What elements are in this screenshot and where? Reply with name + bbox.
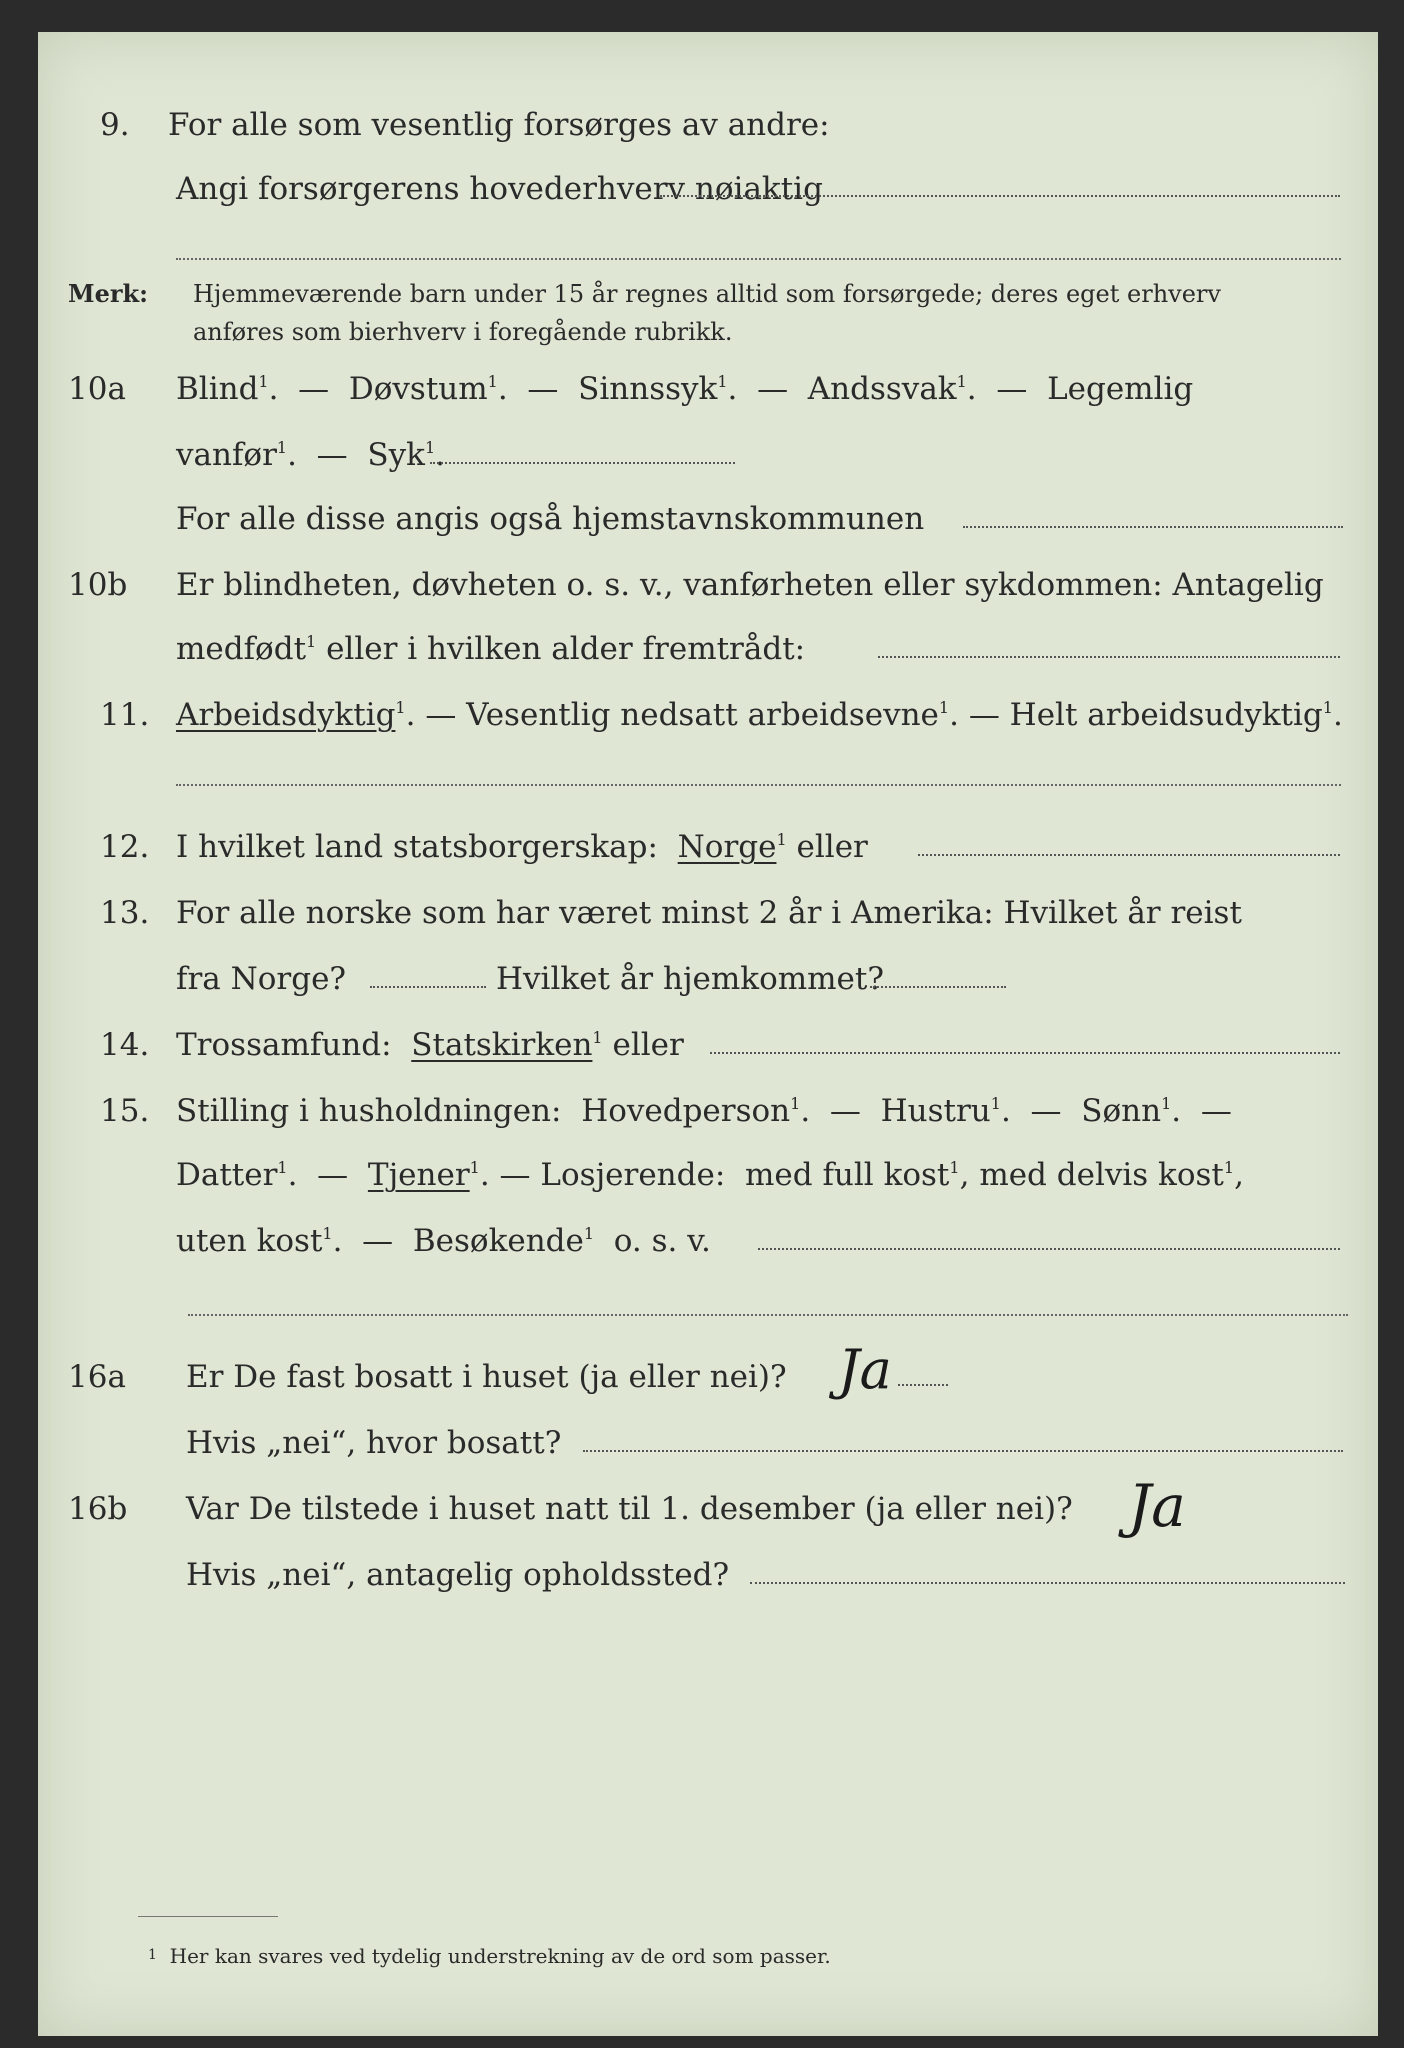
answer-line-16b-where[interactable] [750, 1582, 1345, 1584]
handwritten-answer-16b: Ja [1128, 1472, 1186, 1540]
answer-line-16a-where[interactable] [583, 1450, 1343, 1452]
answer-line-14[interactable] [710, 1052, 1340, 1054]
answer-line-10a-home[interactable] [963, 526, 1343, 528]
selected-norge[interactable]: Norge [677, 829, 777, 865]
answer-line-15b[interactable] [188, 1314, 1348, 1316]
answer-line-15[interactable] [758, 1248, 1340, 1250]
answer-line-13-hjem[interactable] [870, 986, 1006, 988]
answer-line-9[interactable] [660, 195, 1340, 197]
answer-line-9b[interactable] [176, 258, 1341, 260]
handwritten-answer-16a: Ja [838, 1338, 892, 1401]
answer-line-10a[interactable] [430, 462, 735, 464]
footnote-rule [138, 1916, 278, 1917]
footnote: $^1$ Her kan svares ved tydelig understrekning av de ord som passer. [148, 1944, 831, 1968]
selected-tjener[interactable]: Tjener [367, 1157, 470, 1193]
answer-line-11[interactable] [176, 784, 1341, 786]
answer-line-12[interactable] [918, 854, 1340, 856]
census-form-page: 9. For alle som vesentlig forsørges av andre: Angi forsørgerens hovederhverv nøiaktig Merk: Hjemmeværende barn under 15 år regnes alltid som forsørgede; deres eget erhverv anføres som bierhverv i foregående rubrikk. 10a Blind$^1$. — Døvstum$^1$. — Sinnssyk$^1$. — Andssvak$^1$. — Legemlig vanfør$^1$. — Syk$^1$. For alle disse angis også hjemstavnskommunen 10b Er blindheten, døvheten o. s. v., vanførheten eller sykdommen: Antagelig medfødt$^1$ eller i hvilken alder fremtrådt: 11. Arbeidsdyktig$^1$. — Vesentlig nedsatt arbeidsevne$^1$. — Helt arbeidsudyktig$^1$. 12. I hvilket land statsborgerskap: Norge$^1$ eller 13. For alle norske som har været minst 2 år i Amerika: Hvilket år reist fra Norge? Hvilket år hjemkommet? 14. Trossamfund: Statskirken$^1$ eller 15. Stilling i husholdningen: Hovedperson$^1$. — Hustru$^1$. — Sønn$^1$. — Datter$^1$. — Tjener$^1$. — Losjerende: med full kost$^1$, med delvis kost$^1$, uten kost$^1$. — Besøkende$^1$ o. s. v. 16a Er De fast bosatt i huset (ja eller nei)? Ja Hvis „nei“, hvor bosatt? 16b Var De tilstede i huset natt til 1. desember (ja eller nei)? Ja Hvis „nei“, antagelig opholdssted? $^1$ Her kan svares ved tydelig understrekning av de ord som passer. [38, 32, 1378, 2036]
answer-line-10b[interactable] [878, 656, 1340, 658]
selected-arbeidsdyktig[interactable]: Arbeidsdyktig [176, 697, 396, 733]
answer-line-13-reist[interactable] [370, 986, 486, 988]
selected-statskirken[interactable]: Statskirken [411, 1027, 593, 1063]
answer-line-16a[interactable] [898, 1384, 948, 1386]
